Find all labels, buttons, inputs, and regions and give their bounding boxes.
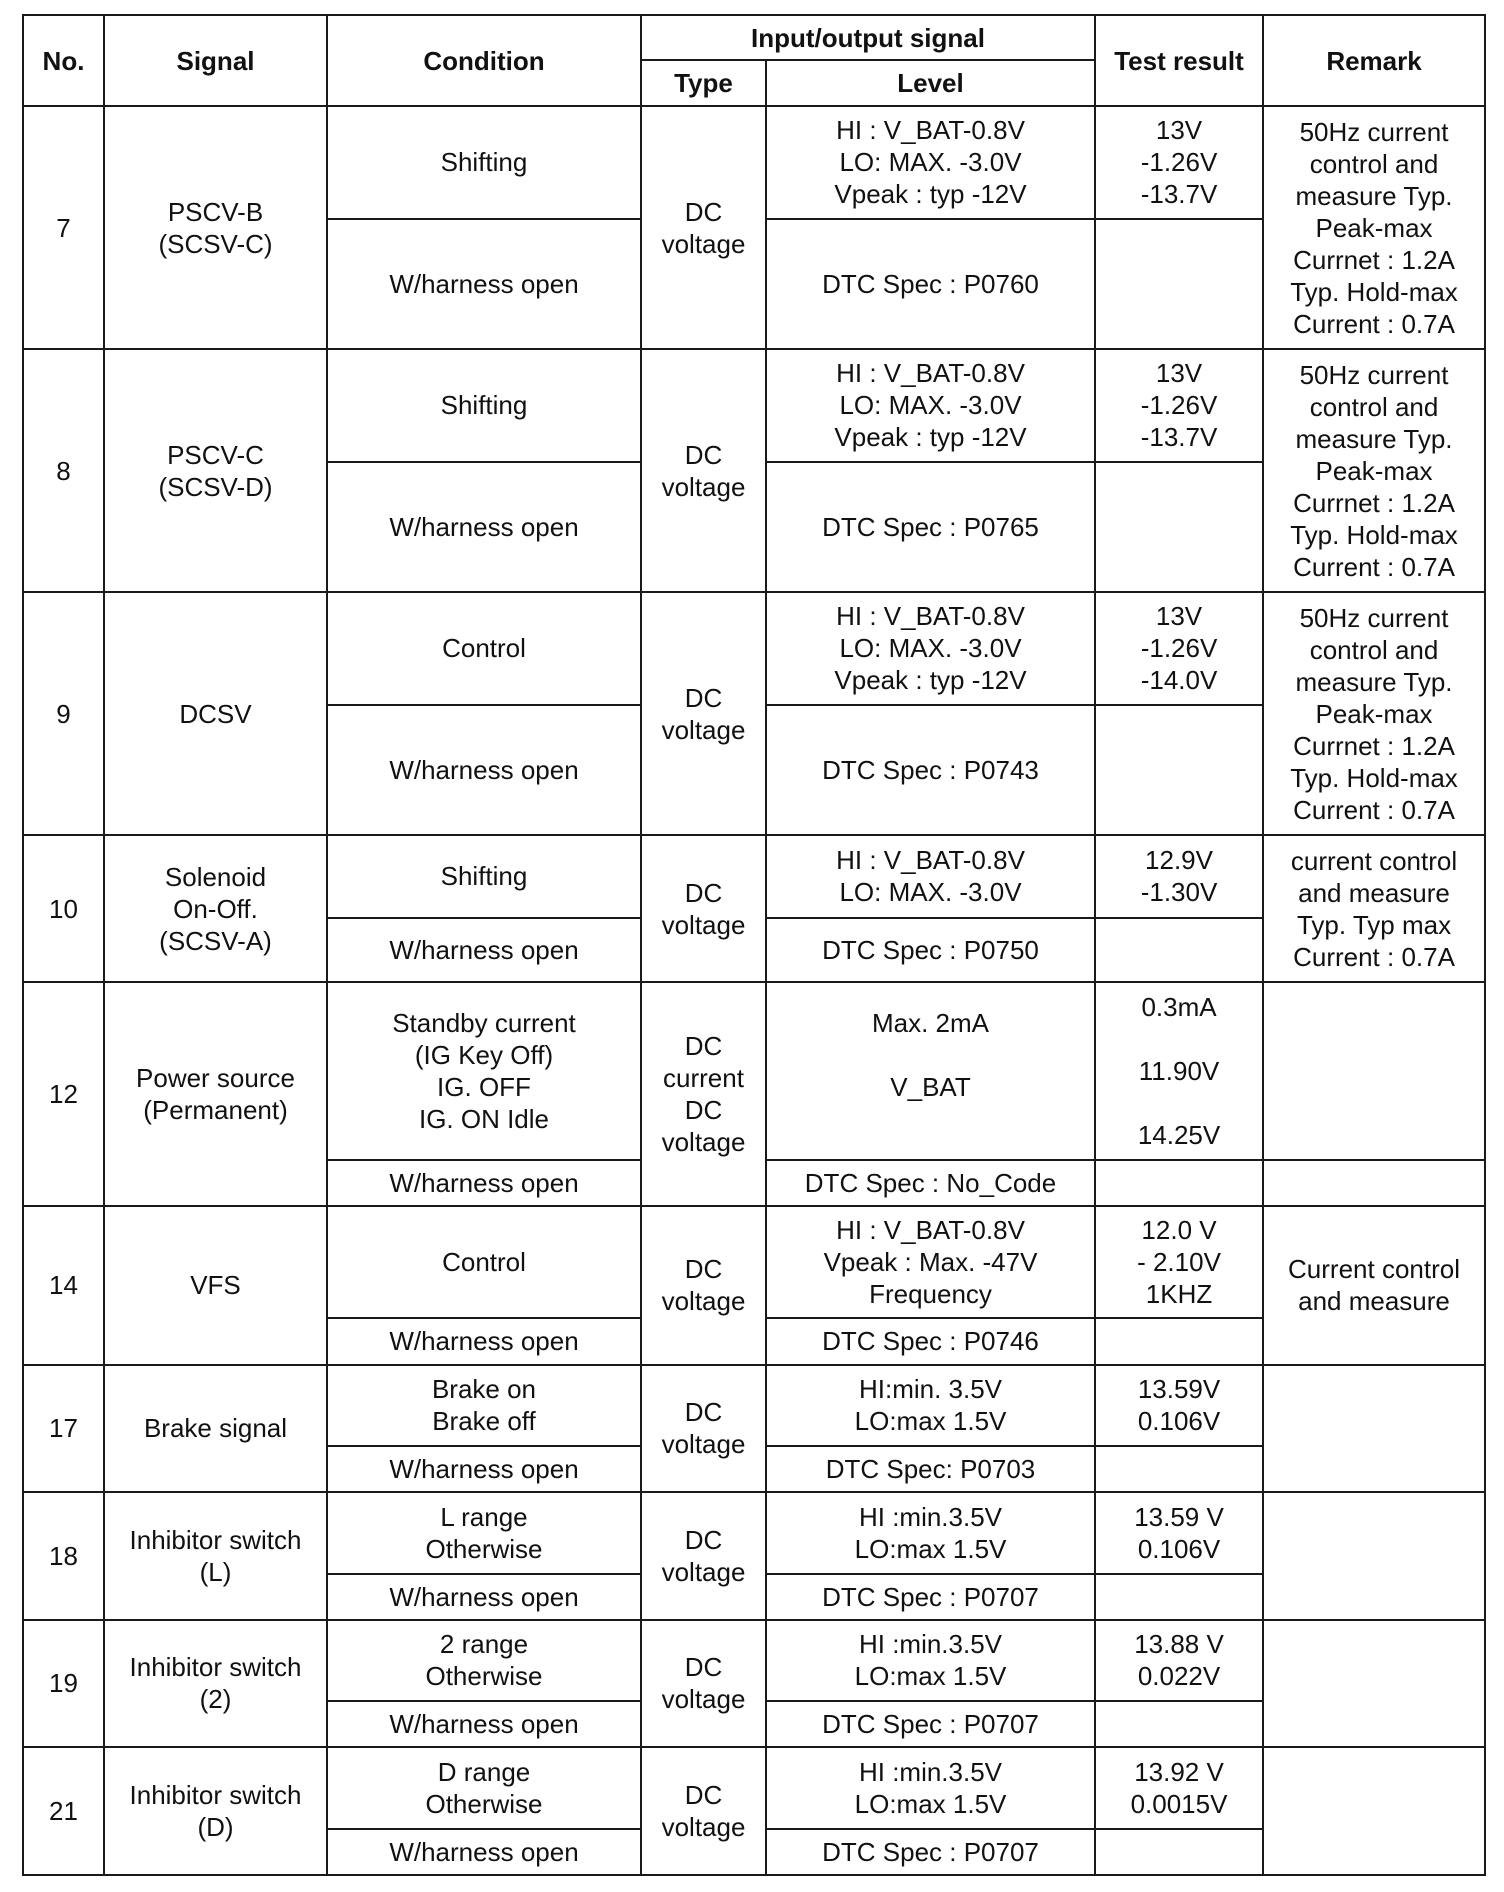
table-row <box>23 1365 1485 1446</box>
cell-result: 13.59V 0.106V <box>1095 1365 1263 1446</box>
cell-condition: Control <box>327 592 641 705</box>
cell-level: HI : V_BAT-0.8V LO: MAX. -3.0V Vpeak : typ -12V <box>766 592 1095 705</box>
cell-condition: W/harness open <box>327 1574 641 1620</box>
cell-type: DC voltage <box>641 106 766 349</box>
cell-result: 12.9V -1.30V <box>1095 835 1263 917</box>
cell-no: 8 <box>23 349 104 592</box>
table-row <box>23 592 1485 705</box>
header-type: Type <box>641 60 766 106</box>
cell-remark <box>1263 1620 1485 1748</box>
cell-remark <box>1263 982 1485 1160</box>
cell-level: DTC Spec : P0743 <box>766 705 1095 836</box>
cell-condition: W/harness open <box>327 1701 641 1747</box>
cell-condition: W/harness open <box>327 1446 641 1492</box>
cell-remark: Current control and measure <box>1263 1206 1485 1365</box>
cell-no: 19 <box>23 1620 104 1748</box>
cell-level: DTC Spec: P0703 <box>766 1446 1095 1492</box>
table-row <box>23 835 1485 917</box>
cell-result <box>1095 918 1263 982</box>
cell-no: 21 <box>23 1747 104 1875</box>
cell-level: HI : V_BAT-0.8V LO: MAX. -3.0V Vpeak : typ -12V <box>766 106 1095 219</box>
cell-level: DTC Spec : P0765 <box>766 462 1095 593</box>
cell-result: 13V -1.26V -14.0V <box>1095 592 1263 705</box>
cell-condition: 2 range Otherwise <box>327 1620 641 1701</box>
cell-remark <box>1263 1747 1485 1875</box>
cell-result <box>1095 462 1263 593</box>
cell-type: DC voltage <box>641 1492 766 1620</box>
cell-condition: W/harness open <box>327 1318 641 1364</box>
header-remark: Remark <box>1263 15 1485 106</box>
cell-remark: 50Hz current control and measure Typ. Peak-max Currnet : 1.2A Typ. Hold-max Current : 0.7A <box>1263 349 1485 592</box>
cell-remark: 50Hz current control and measure Typ. Peak-max Currnet : 1.2A Typ. Hold-max Current : 0.7A <box>1263 106 1485 349</box>
table-row <box>23 1206 1485 1319</box>
cell-level: DTC Spec : P0746 <box>766 1318 1095 1364</box>
cell-condition: W/harness open <box>327 705 641 836</box>
cell-level: HI :min.3.5V LO:max 1.5V <box>766 1747 1095 1828</box>
cell-condition: Shifting <box>327 106 641 219</box>
cell-result <box>1095 1446 1263 1492</box>
cell-no: 12 <box>23 982 104 1206</box>
table-row <box>23 1620 1485 1701</box>
cell-result <box>1095 705 1263 836</box>
cell-level: DTC Spec : P0760 <box>766 219 1095 350</box>
cell-signal: DCSV <box>104 592 327 835</box>
cell-no: 17 <box>23 1365 104 1493</box>
cell-type: DC voltage <box>641 1206 766 1365</box>
cell-signal: Inhibitor switch (L) <box>104 1492 327 1620</box>
cell-level: DTC Spec : P0750 <box>766 918 1095 982</box>
table-row <box>23 982 1485 1160</box>
cell-result <box>1095 1160 1263 1206</box>
cell-level: DTC Spec : No_Code <box>766 1160 1095 1206</box>
cell-signal: Power source (Permanent) <box>104 982 327 1206</box>
cell-type: DC voltage <box>641 1747 766 1875</box>
cell-type: DC current DC voltage <box>641 982 766 1206</box>
cell-level: HI : V_BAT-0.8V LO: MAX. -3.0V <box>766 835 1095 917</box>
table-row <box>23 1492 1485 1573</box>
cell-level: HI :min.3.5V LO:max 1.5V <box>766 1492 1095 1573</box>
header-io-signal: Input/output signal <box>641 15 1095 60</box>
header-condition: Condition <box>327 15 641 106</box>
cell-condition: D range Otherwise <box>327 1747 641 1828</box>
header-no: No. <box>23 15 104 106</box>
cell-condition: Control <box>327 1206 641 1319</box>
header-level: Level <box>766 60 1095 106</box>
cell-type: DC voltage <box>641 1365 766 1493</box>
cell-signal: Inhibitor switch (2) <box>104 1620 327 1748</box>
cell-result: 13V -1.26V -13.7V <box>1095 349 1263 462</box>
cell-result: 13V -1.26V -13.7V <box>1095 106 1263 219</box>
cell-level: DTC Spec : P0707 <box>766 1829 1095 1875</box>
cell-condition: Shifting <box>327 349 641 462</box>
cell-level: HI:min. 3.5V LO:max 1.5V <box>766 1365 1095 1446</box>
cell-result: 0.3mA 11.90V 14.25V <box>1095 982 1263 1160</box>
cell-signal: Solenoid On-Off. (SCSV-A) <box>104 835 327 982</box>
cell-condition: W/harness open <box>327 918 641 982</box>
cell-condition: Shifting <box>327 835 641 917</box>
cell-condition: Brake on Brake off <box>327 1365 641 1446</box>
cell-remark: 50Hz current control and measure Typ. Peak-max Currnet : 1.2A Typ. Hold-max Current : 0.7A <box>1263 592 1485 835</box>
cell-no: 14 <box>23 1206 104 1365</box>
cell-no: 9 <box>23 592 104 835</box>
cell-signal: Inhibitor switch (D) <box>104 1747 327 1875</box>
cell-remark <box>1263 1492 1485 1620</box>
table-row <box>23 106 1485 219</box>
cell-result <box>1095 219 1263 350</box>
cell-result: 13.88 V 0.022V <box>1095 1620 1263 1701</box>
cell-remark <box>1263 1160 1485 1206</box>
header-test-result: Test result <box>1095 15 1263 106</box>
cell-condition: Standby current (IG Key Off) IG. OFF IG. ON Idle <box>327 982 641 1160</box>
cell-result <box>1095 1829 1263 1875</box>
cell-signal: Brake signal <box>104 1365 327 1493</box>
cell-result <box>1095 1574 1263 1620</box>
cell-level: HI : V_BAT-0.8V LO: MAX. -3.0V Vpeak : typ -12V <box>766 349 1095 462</box>
cell-condition: W/harness open <box>327 1160 641 1206</box>
cell-signal: PSCV-C (SCSV-D) <box>104 349 327 592</box>
cell-level: HI :min.3.5V LO:max 1.5V <box>766 1620 1095 1701</box>
cell-remark: current control and measure Typ. Typ max Current : 0.7A <box>1263 835 1485 982</box>
cell-result: 13.59 V 0.106V <box>1095 1492 1263 1573</box>
cell-type: DC voltage <box>641 1620 766 1748</box>
cell-result <box>1095 1318 1263 1364</box>
cell-no: 18 <box>23 1492 104 1620</box>
cell-result <box>1095 1701 1263 1747</box>
cell-no: 10 <box>23 835 104 982</box>
cell-condition: W/harness open <box>327 462 641 593</box>
cell-type: DC voltage <box>641 592 766 835</box>
cell-signal: PSCV-B (SCSV-C) <box>104 106 327 349</box>
cell-level: Max. 2mA V_BAT <box>766 982 1095 1160</box>
cell-condition: L range Otherwise <box>327 1492 641 1573</box>
cell-type: DC voltage <box>641 349 766 592</box>
cell-result: 12.0 V - 2.10V 1KHZ <box>1095 1206 1263 1319</box>
table-row <box>23 1747 1485 1828</box>
cell-signal: VFS <box>104 1206 327 1365</box>
table-row <box>23 349 1485 462</box>
cell-level: DTC Spec : P0707 <box>766 1701 1095 1747</box>
header-signal: Signal <box>104 15 327 106</box>
cell-type: DC voltage <box>641 835 766 982</box>
cell-condition: W/harness open <box>327 1829 641 1875</box>
signal-test-table <box>22 14 1486 1876</box>
cell-level: DTC Spec : P0707 <box>766 1574 1095 1620</box>
cell-condition: W/harness open <box>327 219 641 350</box>
cell-level: HI : V_BAT-0.8V Vpeak : Max. -47V Frequency <box>766 1206 1095 1319</box>
cell-no: 7 <box>23 106 104 349</box>
cell-result: 13.92 V 0.0015V <box>1095 1747 1263 1828</box>
cell-remark <box>1263 1365 1485 1493</box>
